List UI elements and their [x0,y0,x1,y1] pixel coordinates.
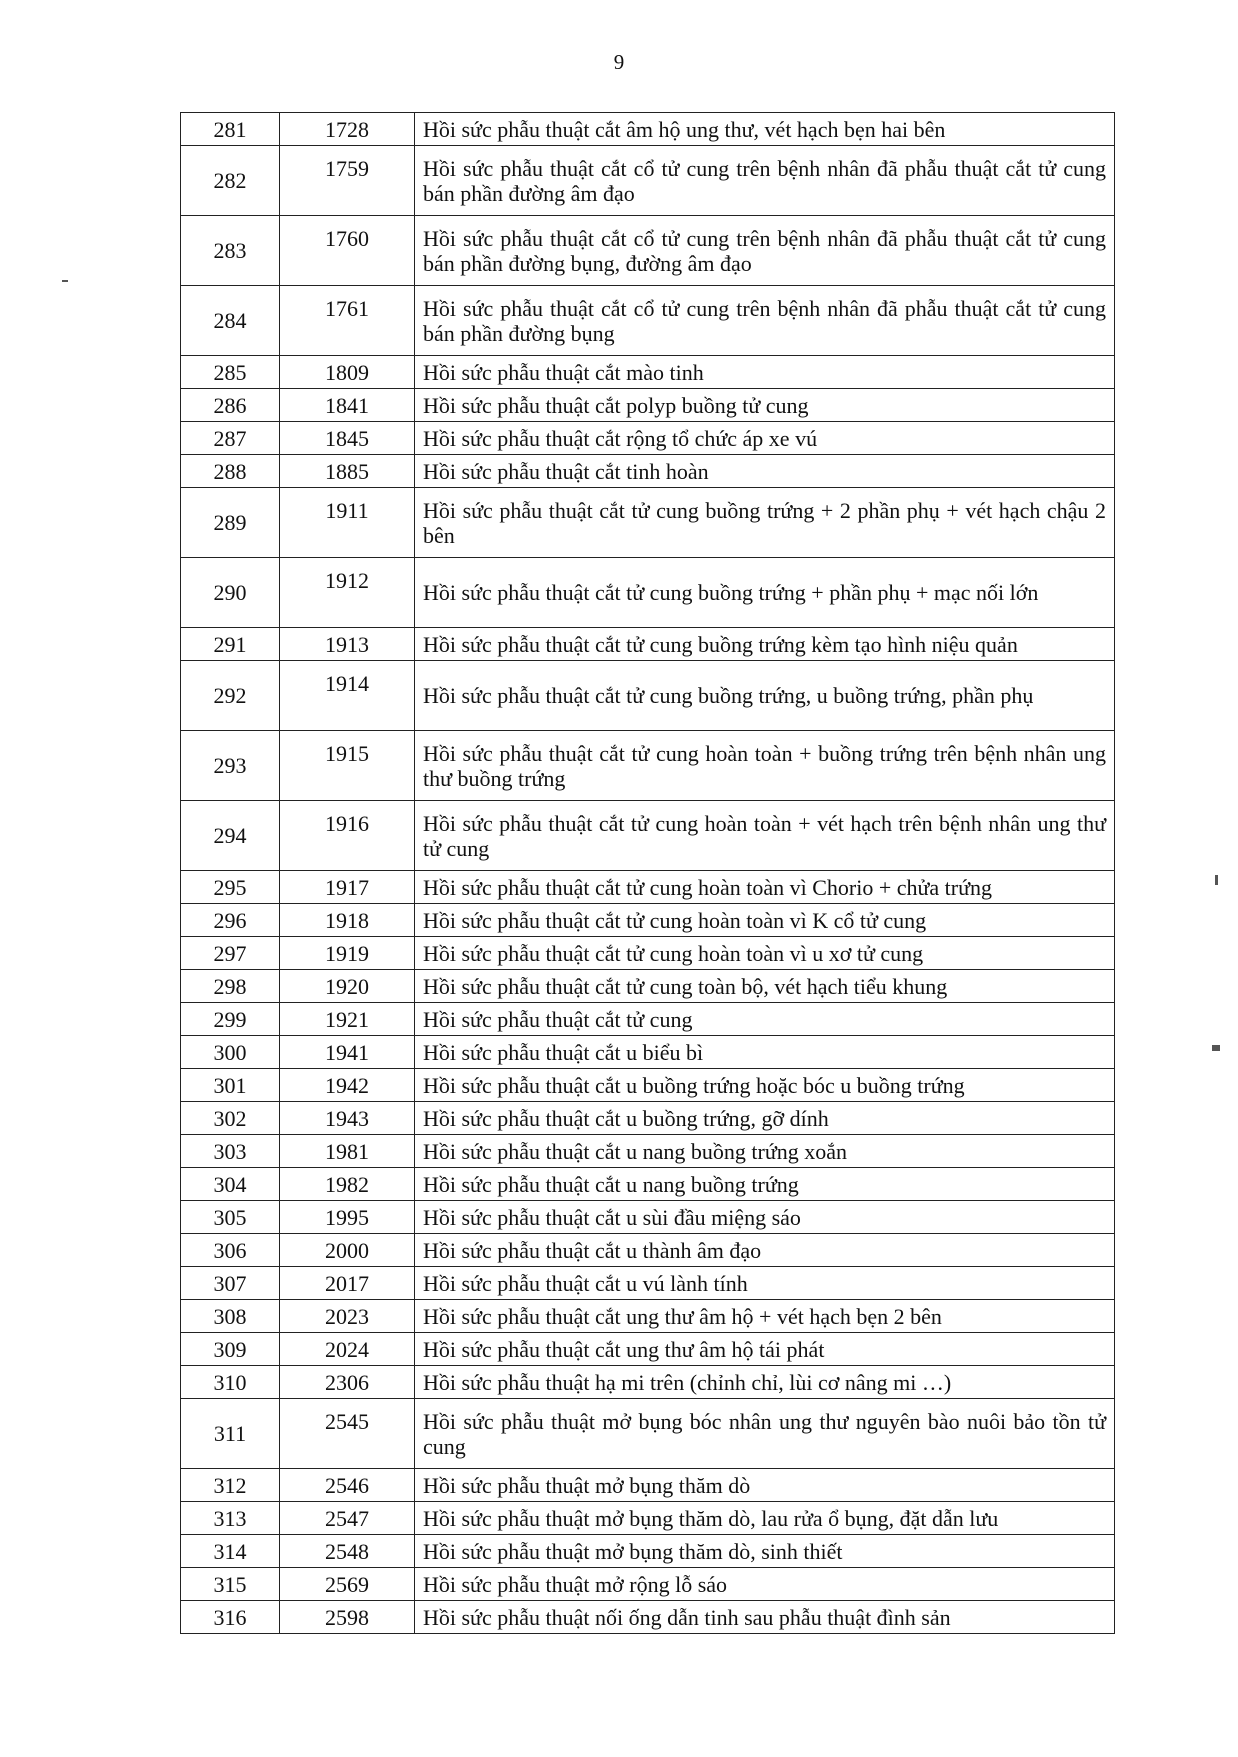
row-number: 287 [181,422,280,455]
row-number: 299 [181,1003,280,1036]
table-row [181,558,1115,628]
procedure-code: 2598 [280,1601,415,1634]
row-number: 302 [181,1102,280,1135]
procedure-name: Hồi sức phẫu thuật cắt ung thư âm hộ + vét hạch bẹn 2 bên [415,1300,1115,1333]
procedure-name: Hồi sức phẫu thuật cắt mào tinh [415,356,1115,389]
procedure-code: 1918 [280,904,415,937]
procedure-name: Hồi sức phẫu thuật cắt cổ tử cung trên bệnh nhân đã phẫu thuật cắt tử cung bán phần đường âm đạo [415,146,1115,216]
procedure-code: 1941 [280,1036,415,1069]
procedure-code: 1885 [280,455,415,488]
row-number: 289 [181,488,280,558]
procedure-code: 2548 [280,1535,415,1568]
row-number: 312 [181,1469,280,1502]
procedure-name: Hồi sức phẫu thuật cắt tử cung hoàn toàn + buồng trứng trên bệnh nhân ung thư buồng trứng [415,731,1115,801]
table-row [181,146,1115,216]
procedure-code: 1982 [280,1168,415,1201]
page-number: 9 [613,50,625,74]
row-number: 306 [181,1234,280,1267]
table-row [181,113,1115,146]
table-row [181,628,1115,661]
procedure-code: 1943 [280,1102,415,1135]
row-number: 288 [181,455,280,488]
procedure-name: Hồi sức phẫu thuật cắt cổ tử cung trên bệnh nhân đã phẫu thuật cắt tử cung bán phần đường bụng, đường âm đạo [415,216,1115,286]
row-number: 293 [181,731,280,801]
row-number: 305 [181,1201,280,1234]
row-number: 294 [181,801,280,871]
row-number: 311 [181,1399,280,1469]
row-number: 285 [181,356,280,389]
table-row [181,904,1115,937]
procedure-code: 1915 [280,731,415,801]
procedure-name: Hồi sức phẫu thuật cắt tử cung buồng trứng + 2 phần phụ + vét hạch chậu 2 bên [415,488,1115,558]
table-row [181,488,1115,558]
row-number: 281 [181,113,280,146]
row-number: 283 [181,216,280,286]
procedure-name: Hồi sức phẫu thuật cắt rộng tổ chức áp xe vú [415,422,1115,455]
row-number: 301 [181,1069,280,1102]
procedure-name: Hồi sức phẫu thuật nối ống dẫn tinh sau phẫu thuật đình sản [415,1601,1115,1634]
procedure-code: 1912 [280,558,415,628]
procedure-code: 2000 [280,1234,415,1267]
procedure-name: Hồi sức phẫu thuật cắt u buồng trứng, gỡ dính [415,1102,1115,1135]
procedure-name: Hồi sức phẫu thuật cắt tử cung buồng trứng, u buồng trứng, phần phụ [415,661,1115,731]
table-row [181,1333,1115,1366]
procedure-name: Hồi sức phẫu thuật cắt tử cung hoàn toàn vì u xơ tử cung [415,937,1115,970]
procedure-code: 2569 [280,1568,415,1601]
procedure-code: 1981 [280,1135,415,1168]
row-number: 308 [181,1300,280,1333]
procedure-code: 2545 [280,1399,415,1469]
procedure-name: Hồi sức phẫu thuật cắt u biểu bì [415,1036,1115,1069]
table-row [181,1069,1115,1102]
procedure-name: Hồi sức phẫu thuật cắt cổ tử cung trên bệnh nhân đã phẫu thuật cắt tử cung bán phần đường bụng [415,286,1115,356]
procedure-name: Hồi sức phẫu thuật mở bụng thăm dò, lau rửa ổ bụng, đặt dẫn lưu [415,1502,1115,1535]
table-row [181,216,1115,286]
table-row [181,1102,1115,1135]
table-row [181,356,1115,389]
procedure-code: 1728 [280,113,415,146]
procedure-name: Hồi sức phẫu thuật cắt u thành âm đạo [415,1234,1115,1267]
table-row [181,731,1115,801]
procedure-name: Hồi sức phẫu thuật cắt âm hộ ung thư, vét hạch bẹn hai bên [415,113,1115,146]
table-row [181,970,1115,1003]
row-number: 297 [181,937,280,970]
table-row [181,1568,1115,1601]
procedure-code: 2306 [280,1366,415,1399]
row-number: 286 [181,389,280,422]
table-row [181,1469,1115,1502]
procedure-code: 1942 [280,1069,415,1102]
row-number: 290 [181,558,280,628]
procedure-name: Hồi sức phẫu thuật hạ mi trên (chỉnh chỉ, lùi cơ nâng mi …) [415,1366,1115,1399]
table-row [181,1036,1115,1069]
procedure-code: 1920 [280,970,415,1003]
procedure-code: 1917 [280,871,415,904]
procedure-name: Hồi sức phẫu thuật cắt tử cung buồng trứng kèm tạo hình niệu quản [415,628,1115,661]
row-number: 291 [181,628,280,661]
procedure-code: 2017 [280,1267,415,1300]
procedure-name: Hồi sức phẫu thuật cắt u vú lành tính [415,1267,1115,1300]
procedure-code: 1921 [280,1003,415,1036]
procedure-name: Hồi sức phẫu thuật cắt tử cung hoàn toàn vì Chorio + chửa trứng [415,871,1115,904]
procedure-name: Hồi sức phẫu thuật cắt u sùi đầu miệng sáo [415,1201,1115,1234]
procedure-table [180,112,1115,1634]
row-number: 282 [181,146,280,216]
procedure-name: Hồi sức phẫu thuật cắt u buồng trứng hoặc bóc u buồng trứng [415,1069,1115,1102]
procedure-table-body [181,113,1115,1634]
row-number: 307 [181,1267,280,1300]
row-number: 310 [181,1366,280,1399]
procedure-name: Hồi sức phẫu thuật cắt ung thư âm hộ tái phát [415,1333,1115,1366]
table-row [181,1003,1115,1036]
procedure-code: 1759 [280,146,415,216]
scan-mark [62,280,68,282]
procedure-name: Hồi sức phẫu thuật mở bụng thăm dò, sinh thiết [415,1535,1115,1568]
scan-mark [1212,1045,1220,1051]
row-number: 296 [181,904,280,937]
procedure-code: 1760 [280,216,415,286]
row-number: 295 [181,871,280,904]
procedure-code: 2023 [280,1300,415,1333]
procedure-code: 1809 [280,356,415,389]
table-row [181,1168,1115,1201]
row-number: 292 [181,661,280,731]
procedure-name: Hồi sức phẫu thuật cắt u nang buồng trứng xoắn [415,1135,1115,1168]
row-number: 315 [181,1568,280,1601]
table-row [181,1201,1115,1234]
row-number: 304 [181,1168,280,1201]
table-row [181,1601,1115,1634]
procedure-code: 1914 [280,661,415,731]
table-row [181,389,1115,422]
procedure-code: 1845 [280,422,415,455]
procedure-name: Hồi sức phẫu thuật cắt polyp buồng tử cung [415,389,1115,422]
row-number: 298 [181,970,280,1003]
table-row [181,286,1115,356]
procedure-name: Hồi sức phẫu thuật cắt tử cung hoàn toàn + vét hạch trên bệnh nhân ung thư tử cung [415,801,1115,871]
procedure-code: 1841 [280,389,415,422]
row-number: 309 [181,1333,280,1366]
table-row [181,871,1115,904]
procedure-name: Hồi sức phẫu thuật cắt tử cung buồng trứng + phần phụ + mạc nối lớn [415,558,1115,628]
row-number: 314 [181,1535,280,1568]
procedure-name: Hồi sức phẫu thuật mở bụng thăm dò [415,1469,1115,1502]
procedure-name: Hồi sức phẫu thuật mở rộng lỗ sáo [415,1568,1115,1601]
row-number: 316 [181,1601,280,1634]
procedure-code: 2547 [280,1502,415,1535]
procedure-name: Hồi sức phẫu thuật mở bụng bóc nhân ung thư nguyên bào nuôi bảo tồn tử cung [415,1399,1115,1469]
table-row [181,1267,1115,1300]
procedure-code: 1916 [280,801,415,871]
table-row [181,455,1115,488]
table-row [181,1234,1115,1267]
row-number: 300 [181,1036,280,1069]
row-number: 313 [181,1502,280,1535]
table-row [181,1300,1115,1333]
table-row [181,661,1115,731]
table-row [181,1535,1115,1568]
table-row [181,1399,1115,1469]
procedure-code: 1995 [280,1201,415,1234]
table-row [181,1135,1115,1168]
row-number: 284 [181,286,280,356]
table-row [181,422,1115,455]
table-row [181,1366,1115,1399]
procedure-code: 1911 [280,488,415,558]
table-row [181,801,1115,871]
procedure-code: 2024 [280,1333,415,1366]
table-row [181,937,1115,970]
procedure-code: 1913 [280,628,415,661]
scan-mark [1215,875,1218,885]
procedure-code: 1919 [280,937,415,970]
procedure-code: 2546 [280,1469,415,1502]
procedure-name: Hồi sức phẫu thuật cắt tử cung toàn bộ, vét hạch tiểu khung [415,970,1115,1003]
procedure-name: Hồi sức phẫu thuật cắt tinh hoàn [415,455,1115,488]
procedure-code: 1761 [280,286,415,356]
table-row [181,1502,1115,1535]
procedure-name: Hồi sức phẫu thuật cắt u nang buồng trứng [415,1168,1115,1201]
row-number: 303 [181,1135,280,1168]
procedure-name: Hồi sức phẫu thuật cắt tử cung hoàn toàn vì K cổ tử cung [415,904,1115,937]
procedure-name: Hồi sức phẫu thuật cắt tử cung [415,1003,1115,1036]
